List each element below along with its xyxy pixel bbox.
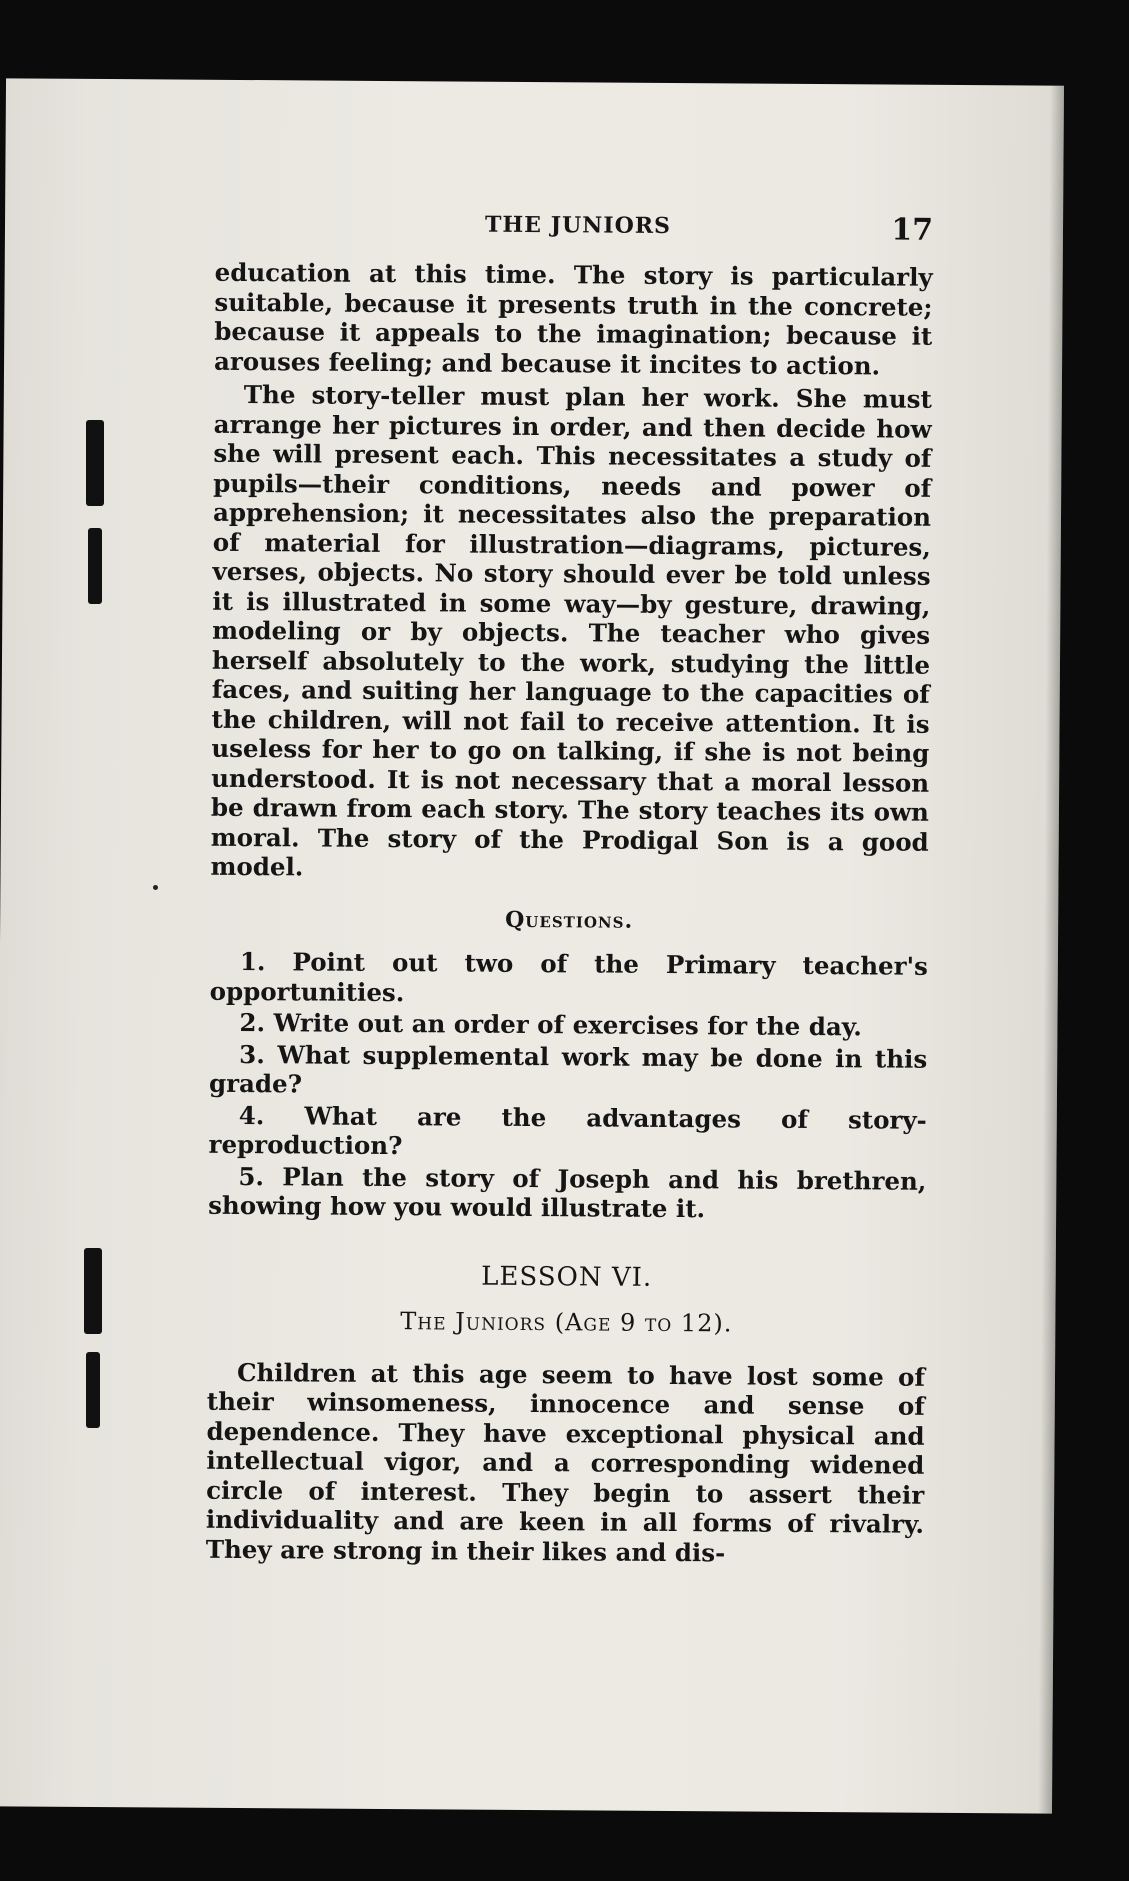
page-number: 17 bbox=[891, 212, 934, 248]
binding-mark-3 bbox=[84, 1248, 102, 1334]
lesson-subtitle: The Juniors (Age 9 to 12). bbox=[400, 1307, 733, 1338]
lesson-title: LESSON VI. bbox=[481, 1261, 653, 1293]
binding-mark-2 bbox=[88, 528, 102, 604]
lesson-paragraph: Children at this age seem to have lost some of their winsomeness, innocence and sense of dependence. They have exceptional physical and intellectual vigor, and a corresponding widened circle of interest. They begin to assert their individuality and are keen in all forms of rivalry. They are strong in their likes and dis- bbox=[205, 1357, 926, 1567]
question-item-4: 4. What are the advantages of story-reproduction? bbox=[208, 1100, 927, 1161]
paragraph-2: The story-teller must plan her work. She must arrange her pictures in order, and then decide how she will present each. This necessitates a study of pupils—their conditions, needs and power of apprehension; it necessitates also the preparation of material for illustration—diagrams, pictures, verses, objects. No story should ever be told unless it is illustrated in some way—by gesture, drawing, modeling or by objects. The teacher who gives herself absolutely to the work, studying the little faces, and suiting her language to the capacities of the children, will not fail to receive attention. It is useless for her to go on talking, if she is not being understood. It is not necessary that a moral lesson be drawn from each story. The story teaches its own moral. The story of the Prodigal Son is a good model. bbox=[210, 379, 932, 882]
binding-mark-4 bbox=[86, 1352, 100, 1428]
scan-speck bbox=[153, 885, 158, 890]
question-item-5: 5. Plan the story of Joseph and his brethren, showing how you would illustrate it. bbox=[208, 1161, 927, 1224]
page-edge-shadow bbox=[1038, 86, 1064, 1814]
question-item-2: 2. Write out an order of exercises for the day. bbox=[239, 1007, 862, 1042]
question-item-3: 3. What supplemental work may be done in this grade? bbox=[208, 1039, 928, 1099]
paragraph-1: education at this time. The story is particularly suitable, because it presents truth in the concrete; because it appeals to the imagination; because it arouses feeling; and because it incites to action. bbox=[213, 257, 933, 380]
page-body bbox=[206, 258, 933, 1573]
questions-heading: Questions. bbox=[505, 906, 634, 934]
binding-mark-1 bbox=[86, 420, 104, 506]
questions-list bbox=[208, 947, 928, 1226]
page-header bbox=[215, 208, 933, 253]
book-page bbox=[0, 78, 1064, 1813]
question-item-1: 1. Point out two of the Primary teacher's opportunities. bbox=[209, 946, 928, 1007]
running-title: THE JUNIORS bbox=[484, 211, 672, 239]
